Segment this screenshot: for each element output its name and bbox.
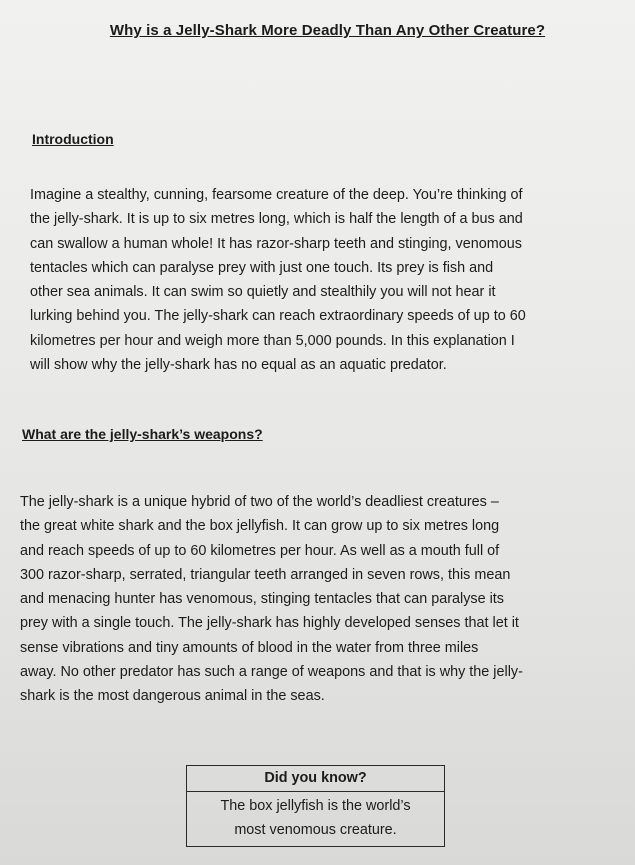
introduction-paragraph — [30, 183, 526, 377]
paragraph-line: kilometres per hour and weigh more than 5,000 pounds. In this explanation I — [30, 332, 515, 349]
paragraph-line: tentacles which can paralyse prey with just one touch. Its prey is fish and — [30, 259, 494, 276]
did-you-know-line: The box jellyfish is the world’s — [220, 798, 411, 814]
paragraph-line: Imagine a stealthy, cunning, fearsome creature of the deep. You’re thinking of — [30, 187, 523, 203]
paragraph-line: lurking behind you. The jelly-shark can reach extraordinary speeds of up to 60 — [30, 308, 526, 325]
paragraph-line: and reach speeds of up to 60 kilometres per hour. As well as a mouth full of — [20, 542, 500, 559]
paragraph-line: 300 razor-sharp, serrated, triangular teeth arranged in seven rows, this mean — [20, 566, 511, 583]
did-you-know-body — [187, 792, 444, 846]
paragraph-line: other sea animals. It can swim so quietly and stealthily you will not hear it — [30, 284, 496, 301]
paragraph-line: and menacing hunter has venomous, stinging tentacles that can paralyse its — [20, 591, 504, 608]
document-title: Why is a Jelly-Shark More Deadly Than Any Other Creature? — [109, 22, 546, 39]
paragraph-line: away. No other predator has such a range of weapons and that is why the jelly- — [20, 664, 523, 681]
paragraph-line: shark is the most dangerous animal in the seas. — [20, 688, 325, 705]
section-heading-weapons: What are the jelly-shark’s weapons? — [22, 426, 263, 442]
paragraph-line: will show why the jelly-shark has no equal as an aquatic predator. — [30, 357, 447, 374]
did-you-know-title: Did you know? — [187, 766, 444, 792]
paragraph-line: can swallow a human whole! It has razor-sharp teeth and stinging, venomous — [30, 235, 522, 252]
section-heading-introduction: Introduction — [32, 131, 114, 147]
weapons-paragraph — [20, 490, 523, 709]
paragraph-line: The jelly-shark is a unique hybrid of two of the world’s deadliest creatures – — [20, 494, 499, 510]
paragraph-line: prey with a single touch. The jelly-shark has highly developed senses that let it — [20, 615, 519, 632]
paragraph-line: sense vibrations and tiny amounts of blood in the water from three miles — [20, 639, 479, 656]
paragraph-line: the great white shark and the box jellyfish. It can grow up to six metres long — [20, 518, 500, 535]
did-you-know-line: most venomous creature. — [234, 822, 397, 838]
did-you-know-box — [186, 765, 445, 847]
paragraph-line: the jelly-shark. It is up to six metres long, which is half the length of a bus and — [30, 211, 523, 228]
